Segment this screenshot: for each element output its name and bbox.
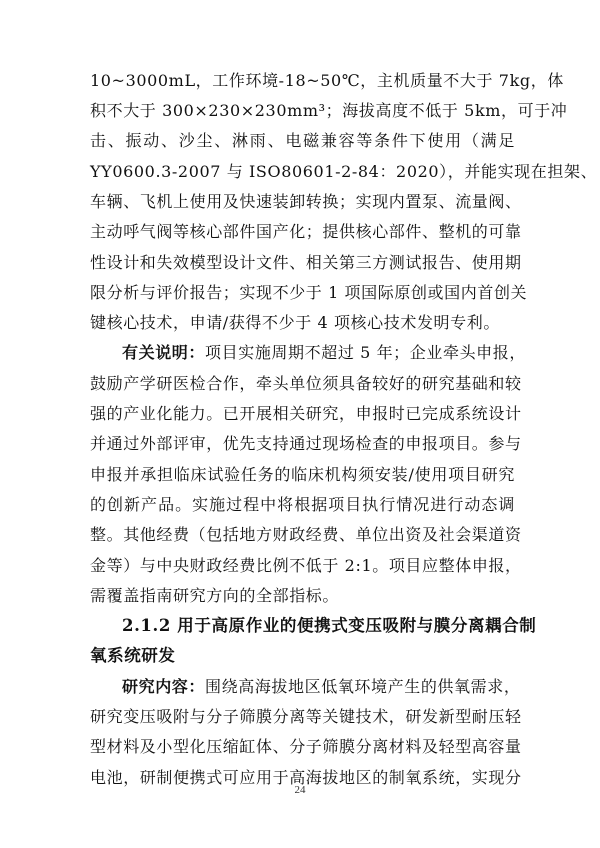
paragraph1-line: 10~3000mL，工作环境-18~50℃，主机质量不大于 7kg，体: [90, 71, 564, 90]
note-line: 的创新产品。实施过程中将根据项目执行情况进行动态调: [90, 495, 515, 514]
research-line: 型材料及小型化压缩缸体、分子筛膜分离材料及轻型高容量: [90, 737, 522, 756]
section-title-continued: 氧系统研发: [90, 646, 176, 665]
paragraph1-line: 限分析与评价报告；实现不少于 1 项国际原创或国内首创关: [90, 283, 528, 302]
note-first-line: [122, 338, 526, 368]
note-line: 整。其他经费（包括地方财政经费、单位出资及社会渠道资: [90, 525, 522, 544]
paragraph1-line: 键核心技术，申请/获得不少于 4 项核心技术发明专利。: [90, 313, 500, 332]
research-line: 电池，研制便携式可应用于高海拔地区的制氧系统，实现分: [90, 768, 522, 787]
note-line: 并通过外部评审，优先支持通过现场检查的申报项目。参与: [90, 434, 522, 453]
paragraph1-line: 击、振动、沙尘、淋雨、电磁兼容等条件下使用（满足: [90, 131, 515, 150]
paragraph1-line: 车辆、飞机上使用及快速装卸转换；实现内置泵、流量阀、: [90, 192, 522, 211]
research-first-text: 围绕高海拔地区低氧环境产生的供氧需求，: [205, 677, 521, 696]
note-label: 有关说明：: [122, 343, 206, 362]
page-number: 24: [294, 784, 306, 796]
note-line: 金等）与中央财政经费比例不低于 2:1。项目应整体申报，: [90, 556, 522, 575]
section-title: 用于高原作业的便携式变压吸附与膜分离耦合制: [177, 616, 537, 635]
paragraph1-line: 主动呼气阀等核心部件国产化；提供核心部件、整机的可靠: [90, 222, 522, 241]
paragraph1-line: 积不大于 300×230×230mm³；海拔高度不低于 5km，可于冲: [90, 101, 568, 120]
note-line: 鼓励产学研医检合作，牵头单位须具备较好的研究基础和较: [90, 374, 522, 393]
note-line: 申报并承担临床试验任务的临床机构须安装/使用项目研究: [90, 465, 515, 484]
research-first-line: [122, 672, 521, 702]
research-label: 研究内容：: [122, 677, 206, 696]
note-line: 需覆盖指南研究方向的全部指标。: [90, 586, 340, 605]
note-first-text: 项目实施周期不超过 5 年；企业牵头申报，: [205, 343, 526, 362]
paragraph1-line: YY0600.3-2007 与 ISO80601-2-84：2020），并能实现在担架、: [90, 162, 598, 181]
note-line: 强的产业化能力。已开展相关研究，申报时已完成系统设计: [90, 404, 522, 423]
paragraph1-line: 性设计和失效模型设计文件、相关第三方测试报告、使用期: [90, 253, 522, 272]
section-heading: [122, 611, 537, 641]
section-number: 2.1.2: [122, 616, 171, 635]
research-line: 研究变压吸附与分子筛膜分离等关键技术，研发新型耐压轻: [90, 707, 522, 726]
